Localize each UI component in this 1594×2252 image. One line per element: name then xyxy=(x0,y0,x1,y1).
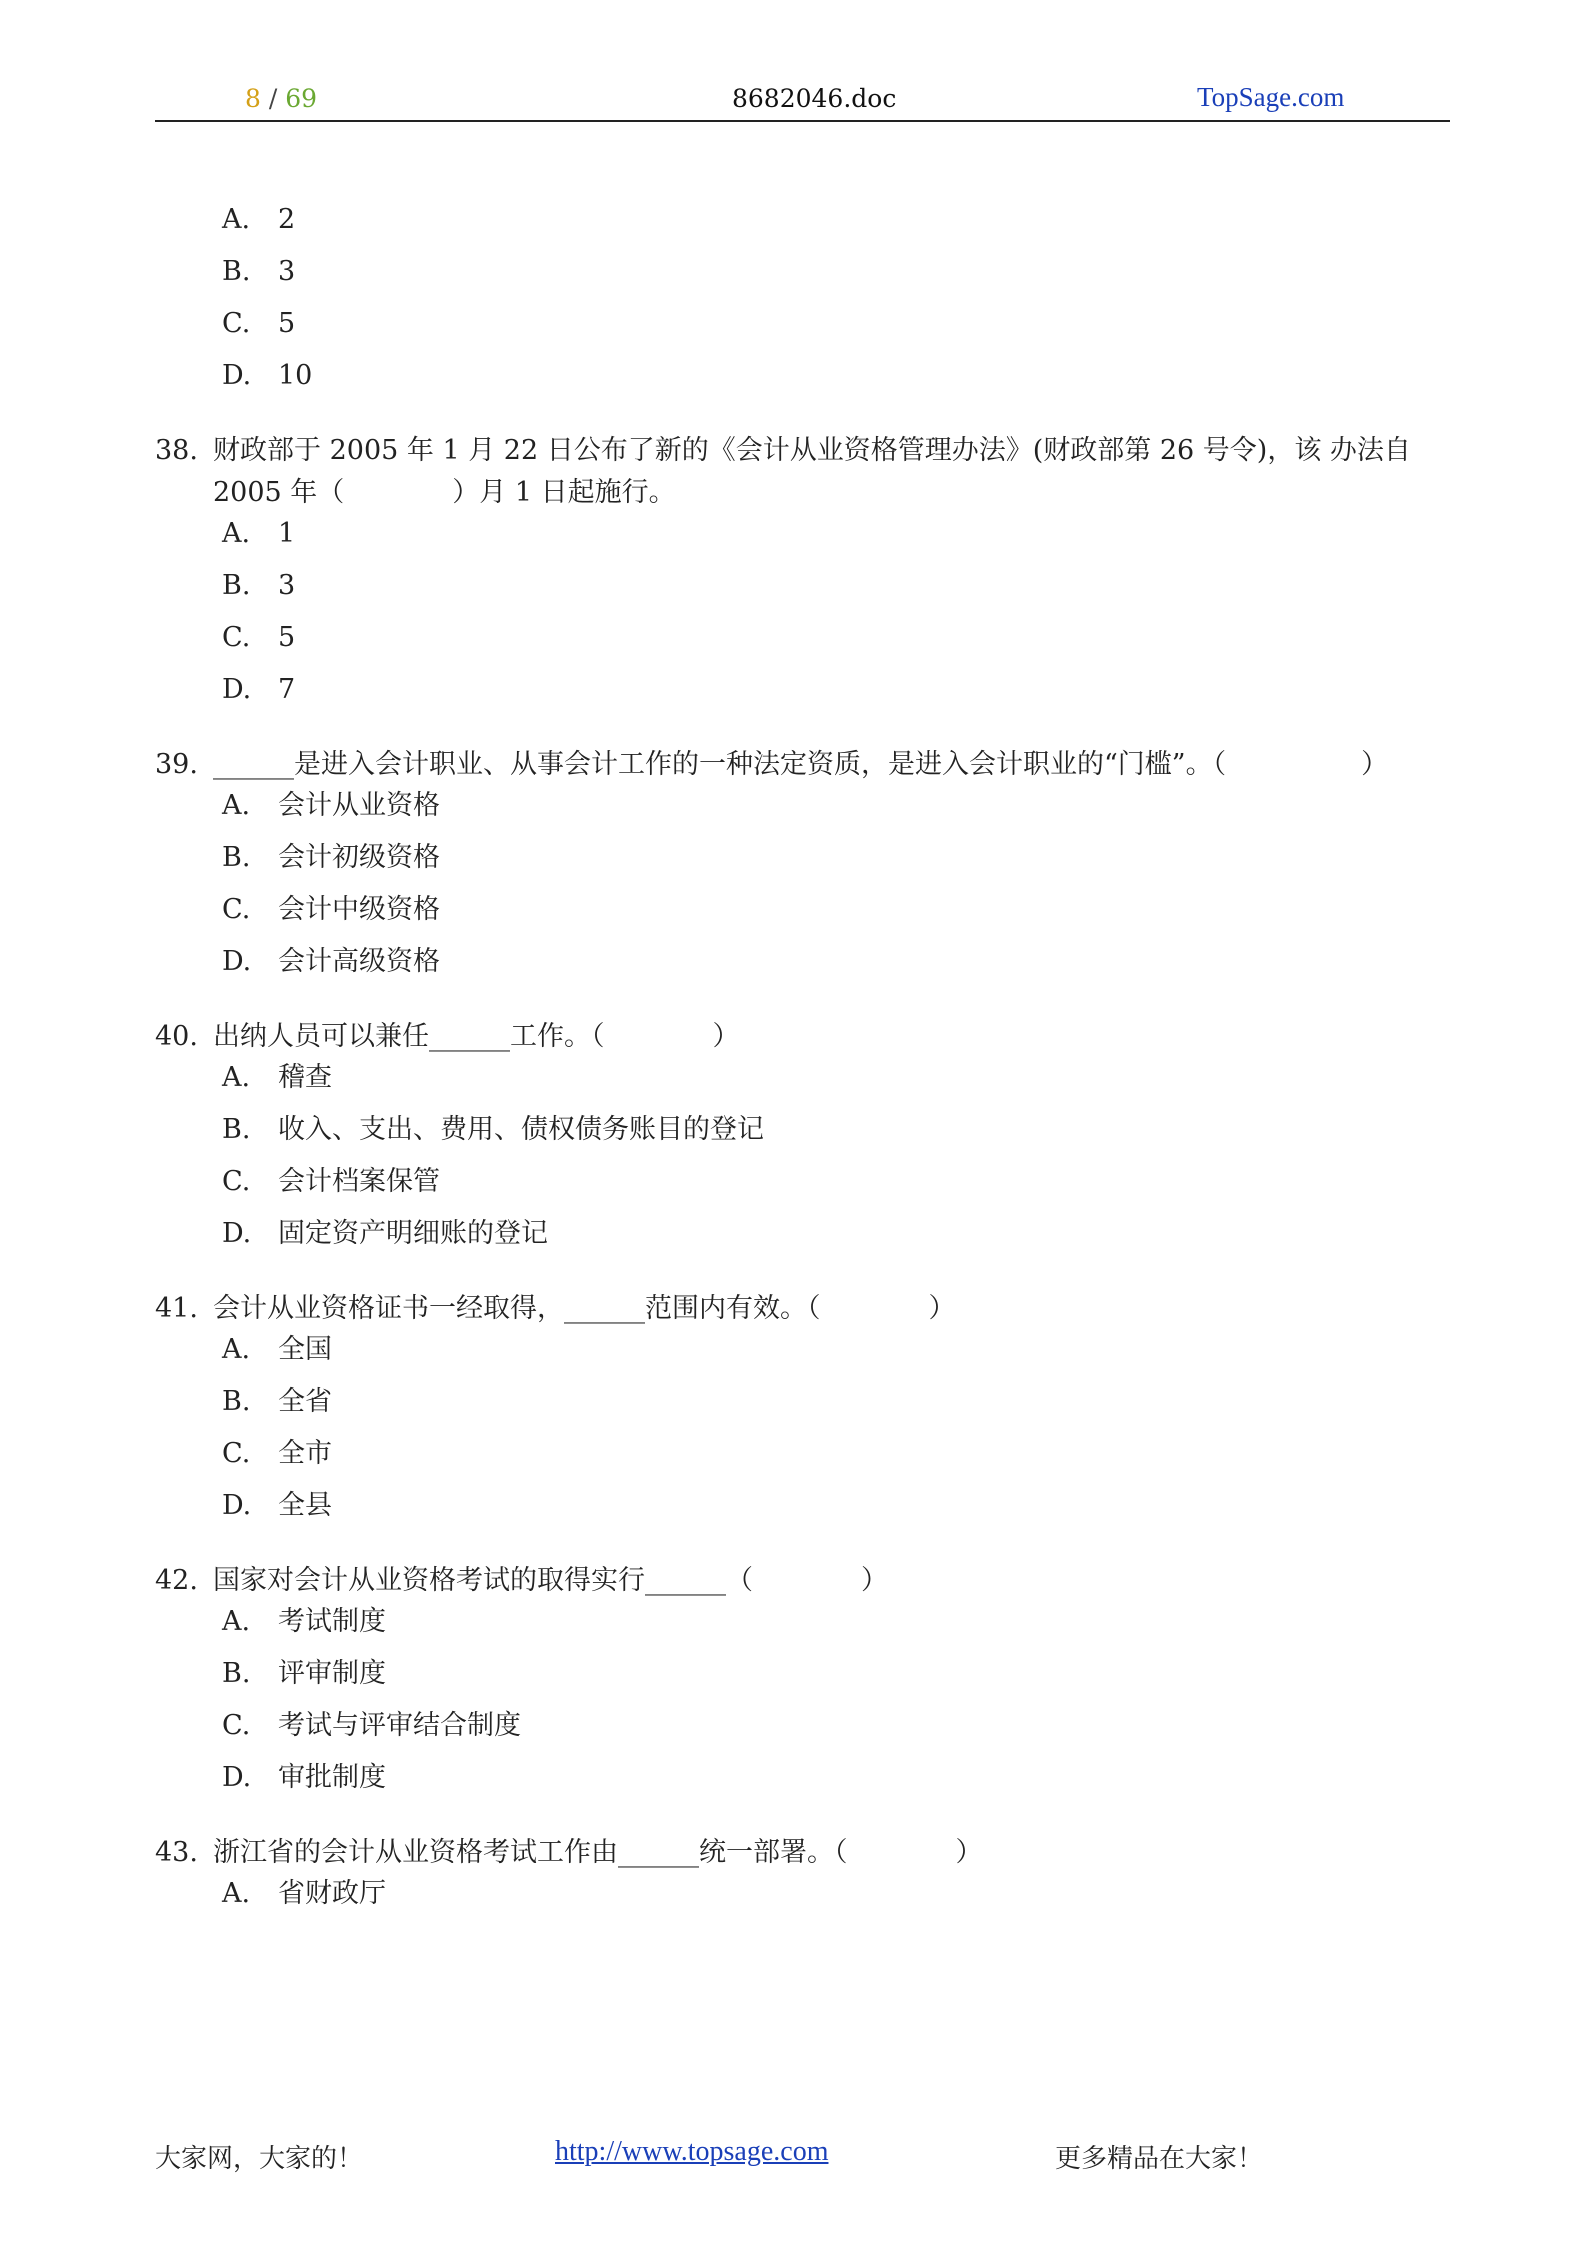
option-text: 1 xyxy=(278,518,296,549)
option-text: 全市 xyxy=(278,1438,332,1469)
question-stem xyxy=(155,1016,1455,1058)
question-number: 43. xyxy=(155,1837,198,1868)
option-letter: D. xyxy=(222,1490,252,1521)
option-letter: A. xyxy=(222,1878,251,1909)
option-letter: B. xyxy=(222,1114,251,1145)
question-text xyxy=(155,744,1455,786)
question-stem xyxy=(155,744,1455,786)
question-number: 38. xyxy=(155,435,198,466)
options-list xyxy=(155,1602,1455,1810)
option-text: 2 xyxy=(278,204,296,235)
option-letter: A. xyxy=(222,204,251,235)
option-text: 3 xyxy=(278,570,296,601)
page-current: 8 xyxy=(245,84,261,113)
page-total: 69 xyxy=(285,84,318,113)
question-stem xyxy=(155,1560,1455,1602)
option-item xyxy=(155,514,1455,566)
options-list xyxy=(155,786,1455,994)
option-item xyxy=(155,1330,1455,1382)
question-number: 39. xyxy=(155,749,198,780)
footer-link[interactable]: http://www.topsage.com xyxy=(555,2136,829,2167)
question-text-line: 会计从业资格证书一经取得，______范围内有效。（ ） xyxy=(213,1293,956,1324)
option-item xyxy=(155,1602,1455,1654)
option-item xyxy=(155,1758,1455,1810)
option-item xyxy=(155,356,1455,408)
option-letter: A. xyxy=(222,1606,251,1637)
option-text: 收入、支出、费用、债权债务账目的登记 xyxy=(278,1114,764,1145)
leading-options xyxy=(155,200,1455,408)
question-text-line: ______是进入会计职业、从事会计工作的一种法定资质，是进入会计职业的“门槛”。（ ） xyxy=(213,749,1389,780)
question-text-line: 2005 年（ ）月 1 日起施行。 xyxy=(213,477,676,508)
option-text: 3 xyxy=(278,256,296,287)
option-text: 会计档案保管 xyxy=(278,1166,440,1197)
option-text: 全省 xyxy=(278,1386,332,1417)
options-list xyxy=(155,1330,1455,1538)
site-name: TopSage.com xyxy=(1197,82,1345,112)
question-text-line: 国家对会计从业资格考试的取得实行______（ ） xyxy=(213,1565,888,1596)
question-text-line: 财政部于 2005 年 1 月 22 日公布了新的《会计从业资格管理办法》(财政部第 26 号令)，该 办法自 xyxy=(213,435,1411,466)
option-item xyxy=(155,618,1455,670)
option-letter: A. xyxy=(222,518,251,549)
option-text: 固定资产明细账的登记 xyxy=(278,1218,548,1249)
page-header xyxy=(155,80,1450,122)
option-letter: C. xyxy=(222,308,251,339)
option-item xyxy=(155,1162,1455,1214)
option-item xyxy=(155,942,1455,994)
question-text xyxy=(155,1560,1455,1602)
option-item xyxy=(155,1654,1455,1706)
option-letter: A. xyxy=(222,1062,251,1093)
question-38 xyxy=(155,430,1455,722)
option-text: 10 xyxy=(278,360,313,391)
question-text-line: 出纳人员可以兼任______工作。（ ） xyxy=(213,1021,740,1052)
option-letter: C. xyxy=(222,894,251,925)
option-item xyxy=(155,786,1455,838)
page-indicator xyxy=(245,84,317,113)
option-item xyxy=(155,1110,1455,1162)
question-42 xyxy=(155,1560,1455,1810)
option-item xyxy=(155,1382,1455,1434)
footer-tagline: 更多精品在大家！ xyxy=(1055,2144,1264,2174)
option-item xyxy=(155,838,1455,890)
option-item xyxy=(155,566,1455,618)
option-item xyxy=(155,252,1455,304)
option-letter: C. xyxy=(222,1438,251,1469)
option-letter: C. xyxy=(222,622,251,653)
option-letter: D. xyxy=(222,946,252,977)
options-list xyxy=(155,514,1455,722)
question-40 xyxy=(155,1016,1455,1266)
option-text: 考试制度 xyxy=(278,1606,386,1637)
option-item xyxy=(155,1874,1455,1926)
option-item xyxy=(155,1214,1455,1266)
question-stem xyxy=(155,430,1455,514)
options-list xyxy=(155,1058,1455,1266)
options-list xyxy=(155,1874,1455,1926)
option-item xyxy=(155,1058,1455,1110)
question-number: 41. xyxy=(155,1293,198,1324)
option-item xyxy=(155,670,1455,722)
footer-slogan: 大家网，大家的！ xyxy=(155,2144,364,2174)
option-letter: B. xyxy=(222,256,251,287)
option-text: 审批制度 xyxy=(278,1762,386,1793)
question-number: 42. xyxy=(155,1565,198,1596)
option-item xyxy=(155,200,1455,252)
document-name: 8682046.doc xyxy=(732,84,897,113)
option-text: 全县 xyxy=(278,1490,332,1521)
option-letter: B. xyxy=(222,842,251,873)
question-43 xyxy=(155,1832,1455,1926)
option-text: 会计从业资格 xyxy=(278,790,440,821)
option-text: 会计中级资格 xyxy=(278,894,440,925)
question-text xyxy=(155,1016,1455,1058)
option-item xyxy=(155,890,1455,942)
option-letter: A. xyxy=(222,790,251,821)
question-41 xyxy=(155,1288,1455,1538)
question-text xyxy=(155,430,1455,514)
option-text: 全国 xyxy=(278,1334,332,1365)
question-39 xyxy=(155,744,1455,994)
option-text: 5 xyxy=(278,622,296,653)
question-text xyxy=(155,1832,1455,1874)
option-letter: B. xyxy=(222,570,251,601)
option-letter: C. xyxy=(222,1710,251,1741)
option-letter: B. xyxy=(222,1658,251,1689)
option-letter: D. xyxy=(222,360,252,391)
option-letter: D. xyxy=(222,1218,252,1249)
question-text-line: 浙江省的会计从业资格考试工作由______统一部署。（ ） xyxy=(213,1837,983,1868)
option-letter: C. xyxy=(222,1166,251,1197)
option-text: 评审制度 xyxy=(278,1658,386,1689)
page-footer xyxy=(155,2138,1450,2178)
option-text: 省财政厅 xyxy=(278,1878,386,1909)
page-separator: / xyxy=(260,84,286,113)
option-text: 会计高级资格 xyxy=(278,946,440,977)
question-stem xyxy=(155,1832,1455,1874)
option-letter: D. xyxy=(222,1762,252,1793)
question-stem xyxy=(155,1288,1455,1330)
option-text: 5 xyxy=(278,308,296,339)
option-letter: D. xyxy=(222,674,252,705)
option-text: 7 xyxy=(278,674,296,705)
option-item xyxy=(155,304,1455,356)
option-text: 考试与评审结合制度 xyxy=(278,1710,521,1741)
document-body xyxy=(155,200,1455,1926)
option-item xyxy=(155,1486,1455,1538)
option-item xyxy=(155,1706,1455,1758)
question-text xyxy=(155,1288,1455,1330)
option-text: 会计初级资格 xyxy=(278,842,440,873)
option-letter: A. xyxy=(222,1334,251,1365)
option-letter: B. xyxy=(222,1386,251,1417)
option-text: 稽查 xyxy=(278,1062,332,1093)
question-number: 40. xyxy=(155,1021,198,1052)
option-item xyxy=(155,1434,1455,1486)
